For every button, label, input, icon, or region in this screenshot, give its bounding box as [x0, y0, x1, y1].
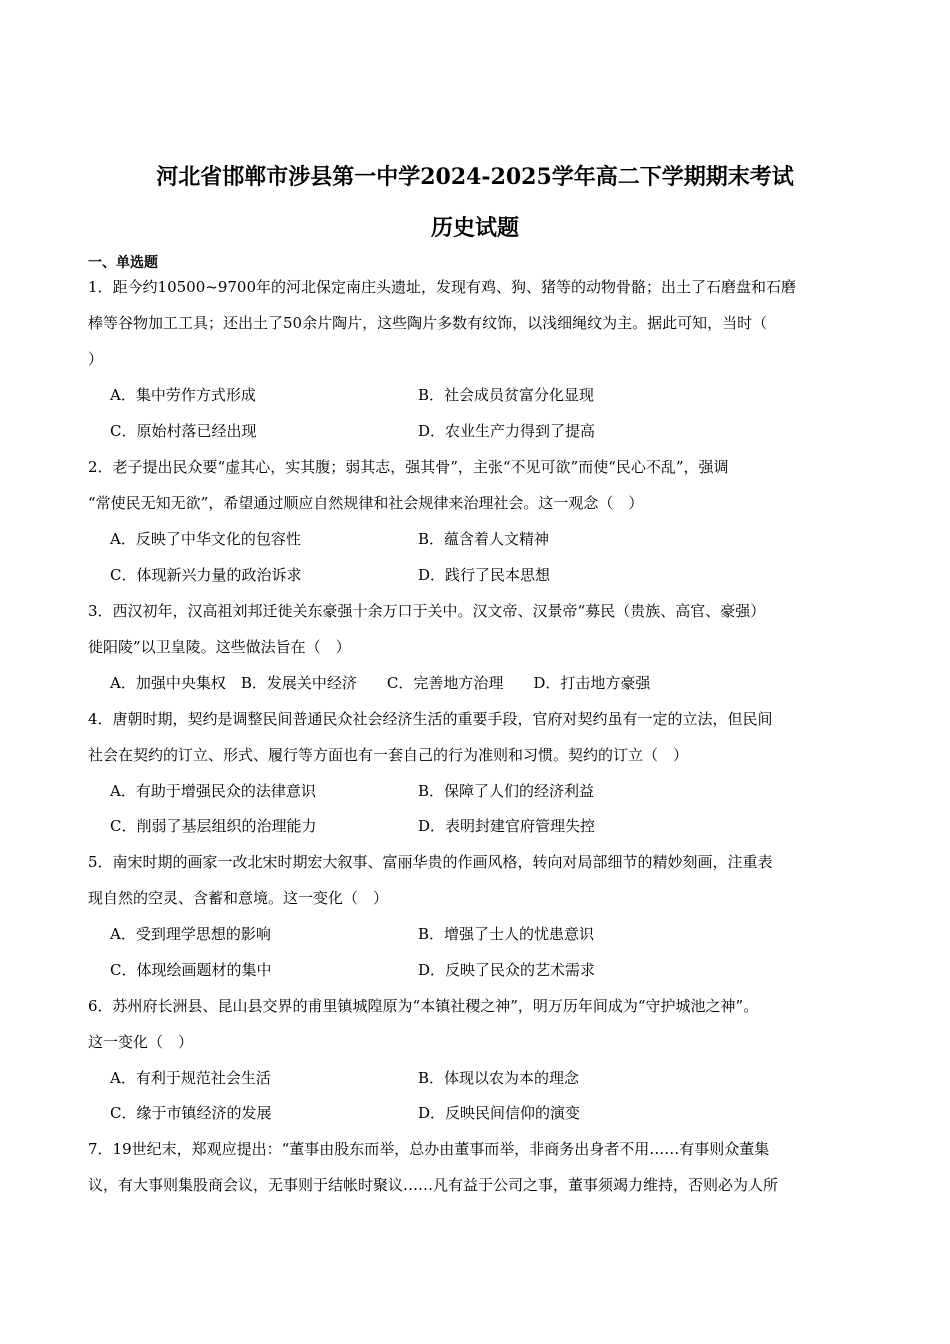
question-1-text-line-3: ）	[88, 350, 104, 368]
question-1-option-c[interactable]: C．原始村落已经出现	[110, 422, 257, 440]
question-1-option-b[interactable]: B．社会成员贫富分化显现	[418, 386, 595, 404]
question-5-option-b[interactable]: B．增强了士人的忧患意识	[418, 925, 595, 943]
section-heading: 一、单选题	[88, 255, 158, 271]
question-1-text-line-1: 1．距今约10500~9700年的河北保定南庄头遗址，发现有鸡、狗、猪等的动物骨骼；出土了石磨盘和石磨	[88, 278, 797, 296]
question-5-option-a[interactable]: A．受到理学思想的影响	[110, 925, 271, 943]
question-3-text-line-1: 3．西汉初年，汉高祖刘邦迁徙关东豪强十余万口于关中。汉文帝、汉景帝“募民（贵族、高官、豪强）	[88, 602, 766, 620]
exam-subtitle: 历史试题	[430, 215, 519, 241]
question-2-text-line-1: 2．老子提出民众要“虚其心，实其腹；弱其志，强其骨”，主张“不见可欲”而使“民心不乱”，强调	[88, 458, 729, 476]
question-4-option-c[interactable]: C．削弱了基层组织的治理能力	[110, 817, 317, 835]
question-4-text-line-2: 社会在契约的订立、形式、履行等方面也有一套自己的行为准则和习惯。契约的订立（ ）	[88, 746, 689, 764]
question-3-options[interactable]: A．加强中央集权 B．发展关中经济 C．完善地方治理 D．打击地方豪强	[110, 674, 651, 692]
question-5-option-c[interactable]: C．体现绘画题材的集中	[110, 961, 272, 979]
question-2-option-b[interactable]: B．蕴含着人文精神	[418, 530, 550, 548]
question-4-option-d[interactable]: D．表明封建官府管理失控	[418, 817, 596, 835]
question-2-text-line-2: “常使民无知无欲”，希望通过顺应自然规律和社会规律来治理社会。这一观念（ ）	[88, 494, 644, 512]
question-2-option-a[interactable]: A．反映了中华文化的包容性	[110, 530, 301, 548]
question-4-text-line-1: 4．唐朝时期，契约是调整民间普通民众社会经济生活的重要手段，官府对契约虽有一定的立法，但民间	[88, 710, 773, 728]
question-4-option-b[interactable]: B．保障了人们的经济利益	[418, 782, 595, 800]
question-4-option-a[interactable]: A．有助于增强民众的法律意识	[110, 782, 316, 800]
question-7-text-line-1: 7．19世纪末，郑观应提出：“董事由股东而举，总办由董事而举，非商务出身者不用……有事则众董集	[88, 1140, 770, 1158]
question-1-text-line-2: 棒等谷物加工工具；还出土了50余片陶片，这些陶片多数有纹饰，以浅细绳纹为主。据此可知，当时（	[88, 314, 768, 332]
question-2-option-c[interactable]: C．体现新兴力量的政治诉求	[110, 566, 302, 584]
question-6-text-line-1: 6．苏州府长洲县、昆山县交界的甫里镇城隍原为“本镇社稷之神”，明万历年间成为“守护城池之神”。	[88, 997, 759, 1015]
question-5-option-d[interactable]: D．反映了民众的艺术需求	[418, 961, 596, 979]
question-6-text-line-2: 这一变化（ ）	[88, 1033, 194, 1051]
question-6-option-c[interactable]: C．缘于市镇经济的发展	[110, 1104, 272, 1122]
question-6-option-a[interactable]: A．有利于规范社会生活	[110, 1069, 271, 1087]
question-5-text-line-1: 5．南宋时期的画家一改北宋时期宏大叙事、富丽华贵的作画风格，转向对局部细节的精妙刻画，注重表	[88, 853, 773, 871]
question-2-option-d[interactable]: D．践行了民本思想	[418, 566, 551, 584]
question-5-text-line-2: 现自然的空灵、含蓄和意境。这一变化（ ）	[88, 889, 389, 907]
question-7-text-line-2: 议，有大事则集股商会议，无事则于结帐时聚议……凡有益于公司之事，董事须竭力维持，否则必为人所	[88, 1176, 779, 1194]
question-6-option-d[interactable]: D．反映民间信仰的演变	[418, 1104, 581, 1122]
exam-title: 河北省邯郸市涉县第一中学2024-2025学年高二下学期期末考试	[156, 164, 794, 190]
question-3-text-line-2: 徙阳陵”以卫皇陵。这些做法旨在（ ）	[88, 638, 351, 656]
question-1-option-a[interactable]: A．集中劳作方式形成	[110, 386, 256, 404]
question-6-option-b[interactable]: B．体现以农为本的理念	[418, 1069, 580, 1087]
question-1-option-d[interactable]: D．农业生产力得到了提高	[418, 422, 596, 440]
